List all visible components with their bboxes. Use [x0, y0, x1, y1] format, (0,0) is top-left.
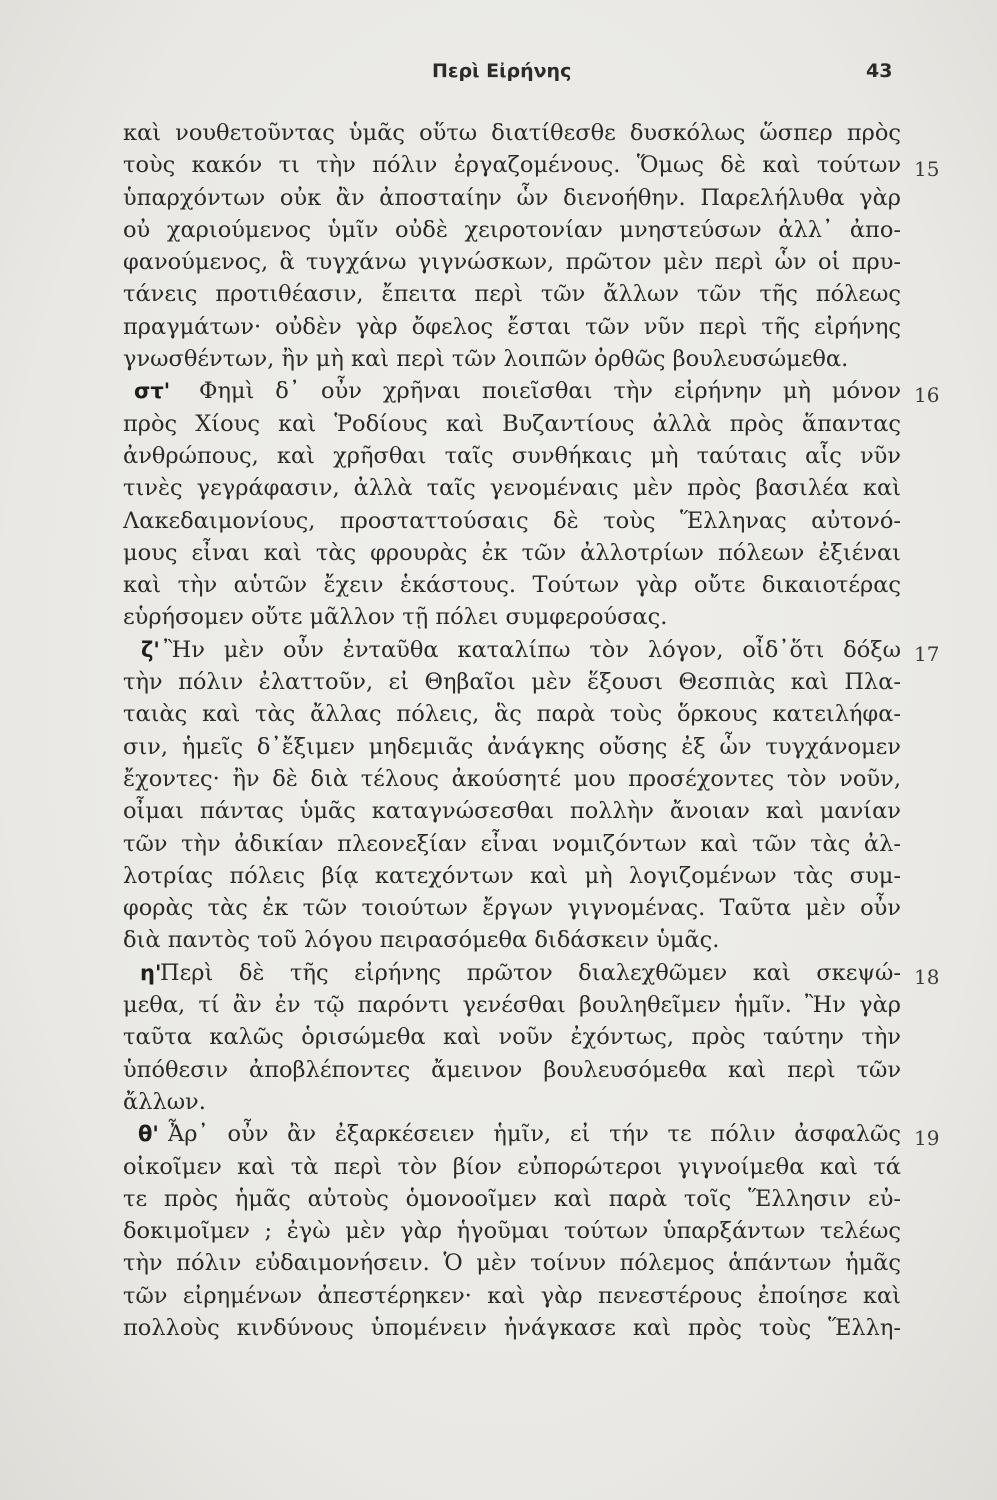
text-line — [0, 892, 997, 924]
line-text: ταῦτα καλῶς ὁρισώμεθα καὶ νοῦν ἐχόντως, πρὸς ταύτην τὴν — [123, 1024, 901, 1051]
text-line — [0, 375, 997, 407]
text-line — [0, 214, 997, 246]
section-marker: στ' — [134, 379, 171, 404]
text-line — [0, 505, 997, 537]
section-marker: θ' — [138, 1122, 159, 1147]
text-line — [0, 1086, 997, 1118]
text-line — [0, 1280, 997, 1312]
margin-section-number: 18 — [914, 964, 940, 989]
text-line — [0, 634, 997, 666]
line-text: Ἆρ᾽ οὖν ἂν ἐξαρκέσειεν ἡμῖν, εἰ τήν τε πόλιν ἀσφαλῶς — [168, 1121, 901, 1148]
line-text: τὴν πόλιν ἐλαττοῦν, εἰ Θηβαῖοι μὲν ἕξουσι Θεσπιὰς καὶ Πλα- — [123, 669, 901, 696]
text-line — [0, 828, 997, 860]
line-text: ὑπόθεσιν ἀποβλέποντες ἄμεινον βουλευσόμεθα καὶ περὶ τῶν — [123, 1056, 901, 1083]
line-text: καὶ νουθετοῦντας ὑμᾶς οὕτω διατίθεσθε δυσκόλως ὥσπερ πρὸς — [123, 120, 901, 146]
line-text: πρὸς Χίους καὶ Ῥοδίους καὶ Βυζαντίους ἀλλὰ πρὸς ἅπαντας — [123, 410, 901, 437]
line-text: μους εἶναι καὶ τὰς φρουρὰς ἐκ τῶν ἀλλοτρίων πόλεων ἐξιέναι — [123, 539, 901, 566]
text-line — [0, 1054, 997, 1086]
line-text: οὐ χαριούμενος ὑμῖν οὐδὲ χειροτονίαν μνηστεύσων ἀλλ᾽ ἀπο- — [123, 216, 901, 243]
text-line — [0, 763, 997, 795]
page-number: 43 — [866, 60, 893, 82]
text-line — [0, 1118, 997, 1150]
text-line — [0, 795, 997, 827]
text-line — [0, 1183, 997, 1215]
text-line — [0, 666, 997, 698]
text-line — [0, 182, 997, 214]
text-line — [0, 278, 997, 310]
line-text: εὑρήσομεν οὔτε μᾶλλον τῇ πόλει συμφερούσας. — [123, 604, 668, 631]
text-line — [0, 957, 997, 989]
page-header — [0, 60, 997, 90]
margin-section-number: 17 — [914, 641, 940, 666]
text-line — [0, 924, 997, 956]
line-text: ἀνθρώπους, καὶ χρῆσθαι ταῖς συνθήκαις μὴ ταύταις αἷς νῦν — [123, 442, 901, 469]
text-line — [0, 731, 997, 763]
text-line — [0, 989, 997, 1021]
line-text: καὶ τὴν αὑτῶν ἔχειν ἑκάστους. Τούτων γὰρ οὔτε δικαιοτέρας — [123, 572, 901, 599]
section-marker: ζ' — [141, 637, 160, 662]
line-text: μεθα, τί ἂν ἐν τῷ παρόντι γενέσθαι βουληθεῖμεν ἡμῖν. Ἢν γὰρ — [123, 992, 901, 1019]
text-line — [0, 343, 997, 375]
line-text: ἔχοντες· ἢν δὲ διὰ τέλους ἀκούσητέ μου προσέχοντες τὸν νοῦν, — [123, 765, 901, 792]
line-text: Φημὶ δ᾽ οὖν χρῆναι ποιεῖσθαι τὴν εἰρήνην μὴ μόνον — [199, 378, 901, 405]
text-line — [0, 537, 997, 569]
line-text: οἶμαι πάντας ὑμᾶς καταγνώσεσθαι πολλὴν ἄνοιαν καὶ μανίαν — [123, 798, 901, 825]
text-line — [0, 149, 997, 181]
line-text: ἄλλων. — [123, 1088, 206, 1115]
running-title: Περὶ Εἰρήνης — [432, 60, 572, 82]
line-text: ταιὰς καὶ τὰς ἄλλας πόλεις, ἃς παρὰ τοὺς ὅρκους κατειλήφα- — [123, 701, 901, 728]
body-text — [0, 117, 997, 1344]
line-text: τάνεις προτιθέασιν, ἔπειτα περὶ τῶν ἄλλων τῶν τῆς πόλεως — [123, 281, 901, 308]
line-text: τινὲς γεγράφασιν, ἀλλὰ ταῖς γενομέναις μὲν πρὸς βασιλέα καὶ — [123, 475, 901, 502]
text-line — [0, 408, 997, 440]
line-text: οἰκοῖμεν καὶ τὰ περὶ τὸν βίον εὐπορώτεροι γιγνοίμεθα καὶ τά — [123, 1153, 901, 1180]
line-text: τε πρὸς ἡμᾶς αὐτοὺς ὁμονοοῖμεν καὶ παρὰ τοῖς Ἕλλησιν εὐ- — [123, 1185, 901, 1212]
line-text: Ἢν μὲν οὖν ἐνταῦθα καταλίπω τὸν λόγον, οἶδ᾽ὅτι δόξω — [164, 636, 901, 663]
line-text: διὰ παντὸς τοῦ λόγου πειρασόμεθα διδάσκειν ὑμᾶς. — [123, 927, 720, 954]
line-text: λοτρίας πόλεις βίᾳ κατεχόντων καὶ μὴ λογιζομένων τὰς συμ- — [123, 862, 901, 889]
line-text: φανούμενος, ἃ τυγχάνω γιγνώσκων, πρῶτον μὲν περὶ ὧν οἱ πρυ- — [123, 249, 901, 276]
text-line — [0, 698, 997, 730]
text-line — [0, 117, 997, 149]
line-text: πολλοὺς κινδύνους ὑπομένειν ἠνάγκασε καὶ πρὸς τοὺς Ἕλλη- — [123, 1314, 901, 1341]
line-text: τοὺς κακόν τι τὴν πόλιν ἐργαζομένους. Ὅμως δὲ καὶ τούτων — [123, 152, 901, 179]
line-text: τῶν εἰρημένων ἀπεστέρηκεν· καὶ γὰρ πενεστέρους ἐποίησε καὶ — [123, 1282, 901, 1309]
line-text: γνωσθέντων, ἢν μὴ καὶ περὶ τῶν λοιπῶν ὀρθῶς βουλευσώμεθα. — [123, 346, 849, 373]
text-line — [0, 246, 997, 278]
line-text: Περὶ δὲ τῆς εἰρήνης πρῶτον διαλεχθῶμεν καὶ σκεψώ- — [160, 959, 901, 986]
text-line — [0, 1151, 997, 1183]
text-line — [0, 569, 997, 601]
text-line — [0, 1247, 997, 1279]
text-line — [0, 601, 997, 633]
line-text: πραγμάτων· οὐδὲν γὰρ ὄφελος ἔσται τῶν νῦν περὶ τῆς εἰρήνης — [123, 313, 901, 340]
line-text: ὑπαρχόντων οὐκ ἂν ἀποσταίην ὧν διενοήθην. Παρελήλυθα γὰρ — [123, 184, 901, 211]
text-line — [0, 1215, 997, 1247]
section-marker: η' — [140, 960, 162, 985]
text-line — [0, 440, 997, 472]
margin-section-number: 19 — [914, 1126, 940, 1151]
margin-section-number: 16 — [914, 383, 940, 408]
line-text: σιν, ἡμεῖς δ᾽ἔξιμεν μηδεμιᾶς ἀνάγκης οὔσης ἐξ ὧν τυγχάνομεν — [123, 733, 901, 760]
text-line — [0, 311, 997, 343]
text-line — [0, 860, 997, 892]
line-text: φορὰς τὰς ἐκ τῶν τοιούτων ἔργων γιγνομένας. Ταῦτα μὲν οὖν — [123, 895, 901, 922]
line-text: δοκιμοῖμεν ; ἐγὼ μὲν γὰρ ἡγοῦμαι τούτων ὑπαρξάντων τελέως — [123, 1218, 901, 1245]
line-text: τὴν πόλιν εὐδαιμονήσειν. Ὁ μὲν τοίνυν πόλεμος ἁπάντων ἡμᾶς — [123, 1250, 901, 1277]
text-line — [0, 1021, 997, 1053]
margin-section-number: 15 — [914, 157, 940, 182]
text-line — [0, 1312, 997, 1344]
line-text: τῶν τὴν ἀδικίαν πλεονεξίαν εἶναι νομιζόντων καὶ τῶν τὰς ἀλ- — [123, 830, 901, 857]
text-line — [0, 472, 997, 504]
line-text: Λακεδαιμονίους, προσταττούσαις δὲ τοὺς Ἕλληνας αὐτονό- — [123, 507, 901, 534]
